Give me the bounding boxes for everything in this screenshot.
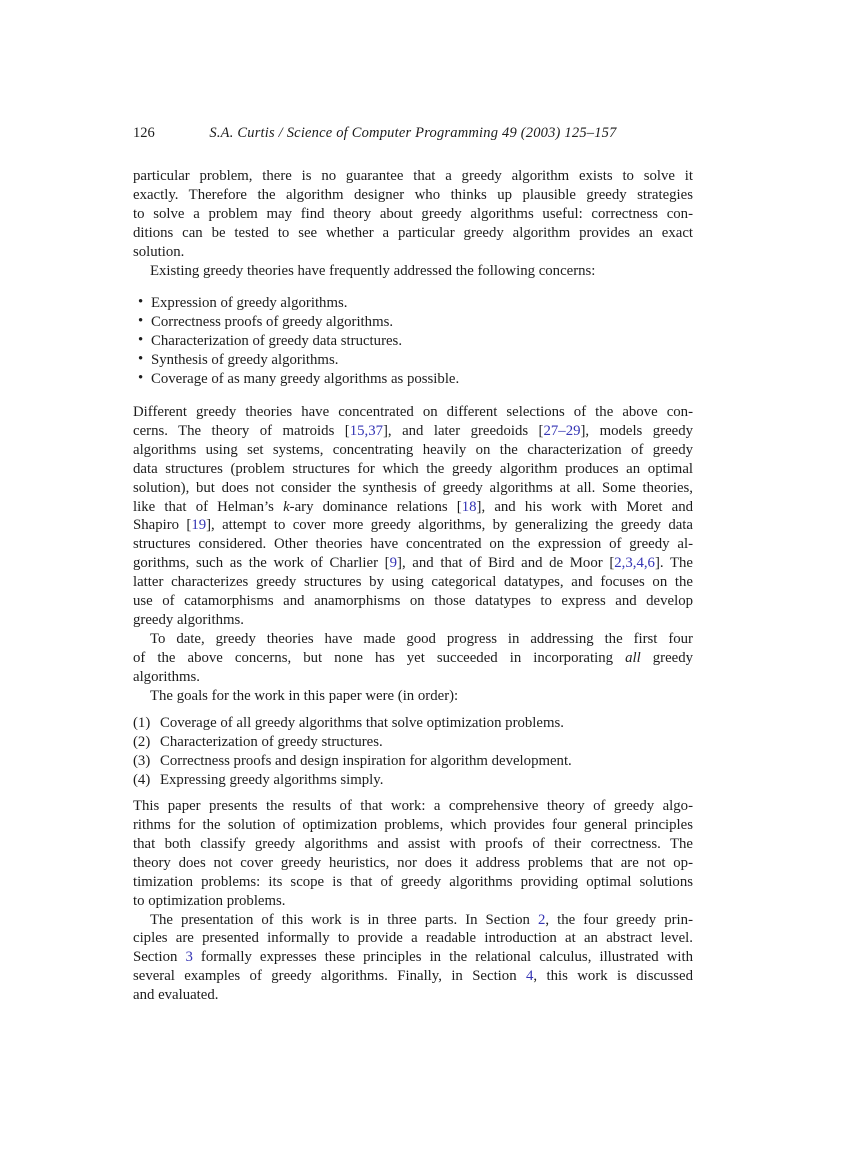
list-number: (1) xyxy=(133,715,151,732)
bullet-icon: • xyxy=(138,370,144,387)
text-line xyxy=(133,611,693,630)
ref-link[interactable]: 18 xyxy=(461,498,477,515)
text-line xyxy=(133,649,693,668)
text-run: and evaluated. xyxy=(133,987,219,1004)
text-run: cerns. The theory of matroids [ xyxy=(133,422,350,439)
text-run: Existing greedy theories have frequently addressed the following concerns: xyxy=(150,262,596,279)
list-item xyxy=(133,351,693,370)
text-run: greedy algorithms. xyxy=(133,611,244,628)
text-run: algorithms. xyxy=(133,668,200,685)
text-run: particular problem, there is no guarantee that a greedy algorithm exists to solve it xyxy=(133,168,693,184)
text-run: Section xyxy=(133,949,186,966)
text-run: ciples are presented informally to provide a readable introduction at an abstract level. xyxy=(133,930,693,947)
text-line xyxy=(133,422,693,441)
text-line xyxy=(133,892,693,911)
text-line xyxy=(133,224,693,243)
text-run: formally expresses these principles in the relational calculus, illustrated with xyxy=(192,949,693,966)
text-run: ], and later greedoids [ xyxy=(383,422,544,439)
paragraph xyxy=(133,797,693,910)
list-item xyxy=(133,714,693,733)
italic-text: all xyxy=(625,649,641,666)
ref-link[interactable]: 15,37 xyxy=(349,422,383,439)
text-run: structures considered. Other theories have concentrated on the expression of greedy al- xyxy=(133,536,693,553)
text-line xyxy=(133,262,693,281)
text-line xyxy=(133,186,693,205)
text-run: Shapiro [ xyxy=(133,517,192,534)
text-line xyxy=(133,441,693,460)
list-item-text: Correctness proofs of greedy algorithms. xyxy=(151,314,394,331)
text-run: that both classify greedy algorithms and assist with proofs of their correctness. The xyxy=(133,835,693,852)
text-line xyxy=(133,205,693,224)
list-number: (2) xyxy=(133,734,151,751)
list-item-text: Correctness proofs and design inspiration for algorithm development. xyxy=(160,753,572,770)
text-run: to optimization problems. xyxy=(133,892,286,909)
ref-link[interactable]: 2,3,4,6 xyxy=(614,555,655,572)
text-run: , the four greedy prin- xyxy=(545,911,693,928)
text-line xyxy=(133,967,693,986)
bullet-icon: • xyxy=(138,332,144,349)
paragraph xyxy=(133,911,693,1006)
text-run: use of catamorphisms and anamorphisms on those datatypes to express and develop xyxy=(133,593,693,610)
text-run: ]. The xyxy=(654,555,693,572)
text-line xyxy=(133,479,693,498)
list-item-text: Coverage of all greedy algorithms that solve optimization problems. xyxy=(160,715,564,732)
text-run: ], and that of Bird and de Moor [ xyxy=(397,555,615,572)
text-line xyxy=(133,167,693,186)
text-run: The goals for the work in this paper were (in order): xyxy=(150,687,459,704)
text-line xyxy=(133,498,693,517)
list-item-text: Expressing greedy algorithms simply. xyxy=(160,772,384,789)
running-header xyxy=(133,124,693,143)
text-line xyxy=(133,630,693,649)
list-item-text: Coverage of as many greedy algorithms as possible. xyxy=(151,371,460,388)
italic-text: k xyxy=(283,498,290,515)
ref-link[interactable]: 27–29 xyxy=(543,422,581,439)
text-run: algorithms using set systems, concentrating heavily on the characterization of greedy xyxy=(133,441,693,458)
page-number: 126 xyxy=(133,125,155,141)
text-line xyxy=(133,873,693,892)
list-item-text: Characterization of greedy structures. xyxy=(160,734,383,751)
running-title: S.A. Curtis / Science of Computer Programming 49 (2003) 125–157 xyxy=(209,125,617,141)
ref-link[interactable]: 4 xyxy=(525,968,534,985)
text-run: solution), but does not consider the synthesis of greedy algorithms at all. Some theories, xyxy=(133,479,693,496)
text-line xyxy=(133,554,693,573)
list-item-text: Expression of greedy algorithms. xyxy=(151,295,348,312)
text-run: like that of Helman’s xyxy=(133,498,284,515)
text-run: to solve a problem may find theory about greedy algorithms useful: correctness con- xyxy=(133,205,693,222)
paragraph xyxy=(133,630,693,687)
text-run: ], attempt to cover more greedy algorithms, by generalizing the greedy data xyxy=(206,517,693,534)
list-item xyxy=(133,752,693,771)
text-line xyxy=(133,797,693,816)
text-line xyxy=(133,816,693,835)
text-line xyxy=(133,929,693,948)
text-run: greedy xyxy=(640,649,693,666)
paragraph xyxy=(133,167,693,262)
text-line xyxy=(133,573,693,592)
paragraph xyxy=(133,403,693,630)
text-line xyxy=(133,243,693,262)
text-run: of the above concerns, but none has yet succeeded in incorporating xyxy=(133,649,626,666)
text-run: ditions can be tested to see whether a particular greedy algorithm provides an exact xyxy=(133,224,693,241)
paragraph xyxy=(133,687,693,706)
text-run: gorithms, such as the work of Charlier [ xyxy=(133,555,390,572)
list-item xyxy=(133,332,693,351)
bullet-icon: • xyxy=(138,351,144,368)
bullet-list xyxy=(133,294,693,389)
list-item xyxy=(133,733,693,752)
paragraph xyxy=(133,262,693,281)
text-run: latter characterizes greedy structures by using categorical datatypes, and focuses on the xyxy=(133,574,693,591)
text-line xyxy=(133,911,693,930)
text-line xyxy=(133,986,693,1005)
ref-link[interactable]: 19 xyxy=(191,517,207,534)
list-item xyxy=(133,771,693,790)
text-run: ], and his work with Moret and xyxy=(476,498,694,515)
text-line xyxy=(133,668,693,687)
text-run: rithms for the solution of optimization problems, which provides four general principles xyxy=(133,817,693,833)
text-run: The presentation of this work is in three parts. In Section xyxy=(150,911,538,928)
text-line xyxy=(133,535,693,554)
text-run: This paper presents the results of that work: a comprehensive theory of greedy algo- xyxy=(133,798,693,815)
text-line xyxy=(133,516,693,535)
text-line xyxy=(133,948,693,967)
text-run: , this work is discussed xyxy=(533,968,693,985)
page-body xyxy=(133,167,693,1005)
text-line xyxy=(133,687,693,706)
text-run: solution. xyxy=(133,243,185,260)
ref-link[interactable]: 3 xyxy=(185,949,193,966)
text-line xyxy=(133,592,693,611)
text-line xyxy=(133,854,693,873)
text-line xyxy=(133,460,693,479)
text-run: data structures (problem structures for which the greedy algorithm produces an optimal xyxy=(133,460,693,477)
text-run: Different greedy theories have concentrated on different selections of the above con- xyxy=(133,403,693,420)
ref-link[interactable]: 2 xyxy=(537,911,546,928)
text-line xyxy=(133,403,693,422)
text-line xyxy=(133,835,693,854)
bullet-icon: • xyxy=(138,294,144,311)
text-run: -ary dominance relations [ xyxy=(289,498,462,515)
text-run: exactly. Therefore the algorithm designer who thinks up plausible greedy strategies xyxy=(133,186,693,203)
text-run: ], models greedy xyxy=(580,422,694,439)
list-number: (4) xyxy=(133,772,151,789)
list-item xyxy=(133,294,693,313)
text-run: To date, greedy theories have made good progress in addressing the first four xyxy=(150,630,693,647)
list-number: (3) xyxy=(133,753,151,770)
text-run: theory does not cover greedy heuristics, nor does it address problems that are not op- xyxy=(133,854,693,871)
list-item xyxy=(133,313,693,332)
bullet-icon: • xyxy=(138,313,144,330)
list-item xyxy=(133,370,693,389)
list-item-text: Synthesis of greedy algorithms. xyxy=(151,352,339,369)
ref-link[interactable]: 9 xyxy=(389,555,398,572)
numbered-list xyxy=(133,714,693,790)
list-item-text: Characterization of greedy data structures. xyxy=(151,333,403,350)
text-run: several examples of greedy algorithms. Finally, in Section xyxy=(133,968,526,985)
text-run: timization problems: its scope is that of greedy algorithms providing optimal solutions xyxy=(133,873,693,890)
text-column xyxy=(133,124,693,1005)
